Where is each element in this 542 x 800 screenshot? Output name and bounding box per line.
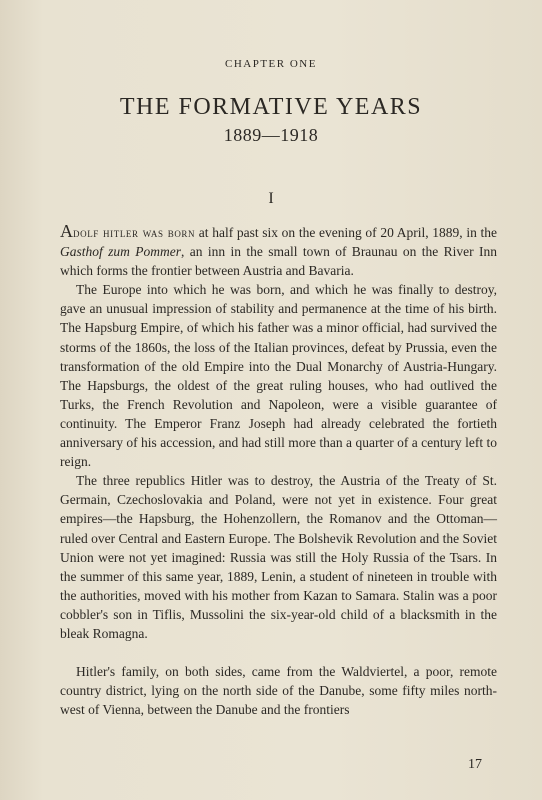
body-text	[60, 222, 497, 719]
paragraph-4: Hitler's family, on both sides, came from the Waldviertel, a poor, remote country district, lying on the north side of the Danube, some fifty miles north-west of Vienna, between the Danube and the frontiers	[60, 664, 497, 718]
paragraph-3: The three republics Hitler was to destroy, the Austria of the Treaty of St. Germain, Czechoslovakia and Poland, were not yet in existence. Four great empires—the Hapsburg, the Hohenzollern, the Romanov and the Ottoman—ruled over Central and Eastern Europe. The Bolshevik Revolution and the Soviet Union were not yet imagined: Russia was still the Holy Russia of the Tsars. In the summer of this same year, 1889, Lenin, a student of nineteen in trouble with the authorities, moved with his mother from Kazan to Samara. Stalin was a poor cobbler's son in Tiflis, Mussolini the six-year-old child of a blacksmith in the bleak Romagna.	[60, 473, 497, 641]
lead-small-caps: dolf hitler was born	[73, 225, 196, 240]
paragraph-2: The Europe into which he was born, and which he was finally to destroy, gave an unusual impression of stability and permanence at the time of his birth. The Hapsburg Empire, of which his father was a minor official, had survived the storms of the 1860s, the loss of the Italian provinces, defeat by Prussia, even the transformation of the old Empire into the Dual Monarchy of Austria-Hungary. The Hapsburgs, the oldest of the great ruling houses, who had outlived the Turks, the French Revolution and Napoleon, were a visible guarantee of continuity. The Emperor Franz Joseph had already celebrated the fortieth anniversary of his accession, and had still more than a quarter of a century left to reign.	[60, 282, 497, 470]
page-number: 17	[468, 757, 482, 772]
paragraph-1-text-end: , an inn in the small town of Braunau on the River Inn which forms the frontier between Austria and Bavaria.	[60, 244, 498, 279]
chapter-label: CHAPTER ONE	[225, 58, 317, 70]
drop-cap: A	[60, 221, 73, 241]
chapter-years: 1889—1918	[223, 125, 319, 145]
chapter-title: THE FORMATIVE YEARS	[119, 94, 423, 120]
section-number: I	[268, 190, 274, 207]
inn-name: Gasthof zum Pommer	[60, 244, 181, 260]
paragraph-1-text: at half past six on the evening of 20 April, 1889, in the	[195, 225, 497, 240]
paragraph-1	[60, 222, 497, 280]
